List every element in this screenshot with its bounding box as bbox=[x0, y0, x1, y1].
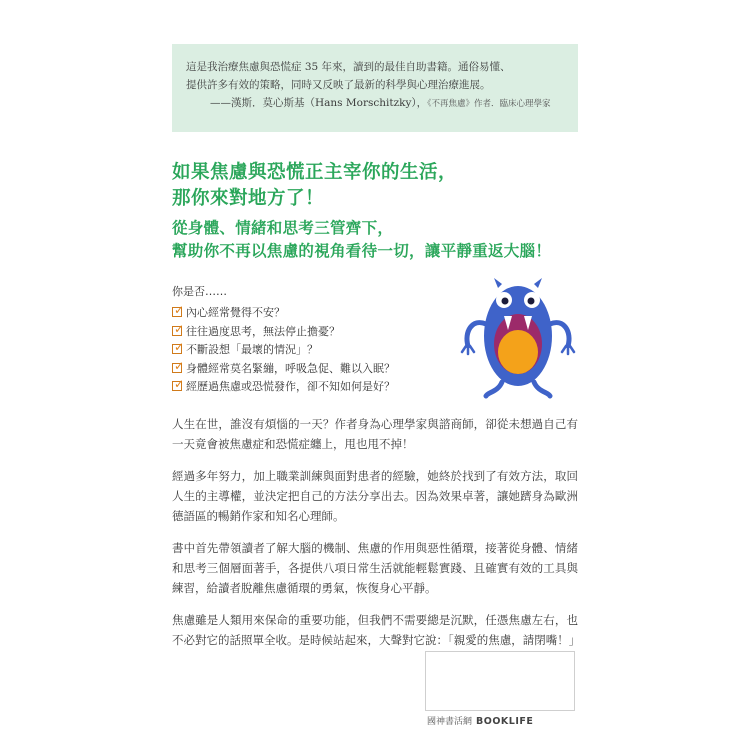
checklist-item-text: 經歷過焦慮或恐慌發作，卻不知如何是好？ bbox=[186, 380, 395, 394]
main-headline bbox=[172, 160, 457, 212]
subheadline-line-1: 從身體、情緒和思考三管齊下， bbox=[172, 219, 394, 237]
checkbox-checked-icon: ✓ bbox=[174, 377, 185, 392]
body-paragraph-1: 人生在世，誰沒有煩惱的一天？作者身為心理學家與諮商師，卻從未想過自己有一天竟會被焦慮症和恐慌症纏上，甩也甩不掉！ bbox=[172, 417, 578, 451]
checklist-item-text: 身體經常莫名緊繃，呼吸急促、難以入眠？ bbox=[186, 361, 395, 375]
checklist-item bbox=[172, 340, 452, 359]
quote-attribution bbox=[186, 94, 564, 113]
blue-monster-illustration bbox=[458, 262, 578, 402]
quote-line-1: 這是我治療焦慮與恐慌症 35 年來，讀到的最佳自助書籍。通俗易懂、 bbox=[186, 61, 511, 73]
checkbox-checked-icon: ✓ bbox=[174, 340, 185, 355]
footer-brand-logo: BOOKLIFE bbox=[476, 716, 534, 727]
footer-watermark bbox=[427, 714, 533, 727]
body-paragraph-4: 焦慮雖是人類用來保命的重要功能，但我們不需要總是沉默，任憑焦慮左右，也不必對它的話照單全收。是時候站起來，大聲對它說：「親愛的焦慮，請閉嘴！」 bbox=[172, 613, 581, 647]
checklist-item bbox=[172, 377, 452, 396]
headline-line-1: 如果焦慮與恐慌正主宰你的生活， bbox=[172, 162, 458, 183]
checklist-item-text: 內心經常覺得不安？ bbox=[186, 306, 285, 320]
checklist-item bbox=[172, 322, 452, 341]
quote-author-role: 《不再焦慮》作者．臨床心理學家 bbox=[427, 99, 551, 109]
checklist-item-text: 往往過度思考，無法停止擔憂？ bbox=[186, 324, 340, 338]
body-paragraph-2: 經過多年努力，加上職業訓練與面對患者的經驗，她終於找到了有效方法，取回人生的主導權，並決定把自己的方法分享出去。因為效果卓著，讓她躋身為歐洲德語區的暢銷作家和知名心理師。 bbox=[172, 469, 578, 523]
checklist-intro: 你是否…… bbox=[172, 285, 227, 298]
checkbox-checked-icon: ✓ bbox=[174, 321, 185, 336]
footer-source: 國神書活網 bbox=[427, 717, 473, 727]
description-body bbox=[172, 414, 581, 662]
body-paragraph-3: 書中首先帶領讀者了解大腦的機制、焦慮的作用與惡性循環，接著從身體、情緒和思考三個層面著手，各提供八項日常生活就能輕鬆實踐、且確實有效的工具與練習，給讀者脫離焦慮循環的勇氣，恢復身心平靜。 bbox=[172, 541, 578, 595]
quote-author: ——漢斯．莫心斯基（Hans Morschitzky）， bbox=[210, 97, 428, 109]
blank-image-placeholder bbox=[425, 651, 575, 711]
checkbox-checked-icon: ✓ bbox=[174, 358, 185, 373]
checklist-item bbox=[172, 303, 452, 322]
subheadline-line-2: 幫助你不再以焦慮的視角看待一切，讓平靜重返大腦！ bbox=[172, 242, 552, 260]
sub-headline bbox=[172, 217, 551, 263]
headline-line-2: 那你來對地方了！ bbox=[172, 188, 325, 209]
checklist-item-text: 不斷設想「最壞的情況」？ bbox=[186, 343, 318, 357]
quote-line-2: 提供許多有效的策略，同時又反映了最新的科學與心理治療進展。 bbox=[186, 79, 491, 91]
endorsement-quote-box bbox=[172, 44, 578, 132]
symptom-checklist bbox=[172, 283, 452, 396]
checkbox-checked-icon: ✓ bbox=[174, 303, 185, 318]
checklist-item bbox=[172, 359, 452, 378]
